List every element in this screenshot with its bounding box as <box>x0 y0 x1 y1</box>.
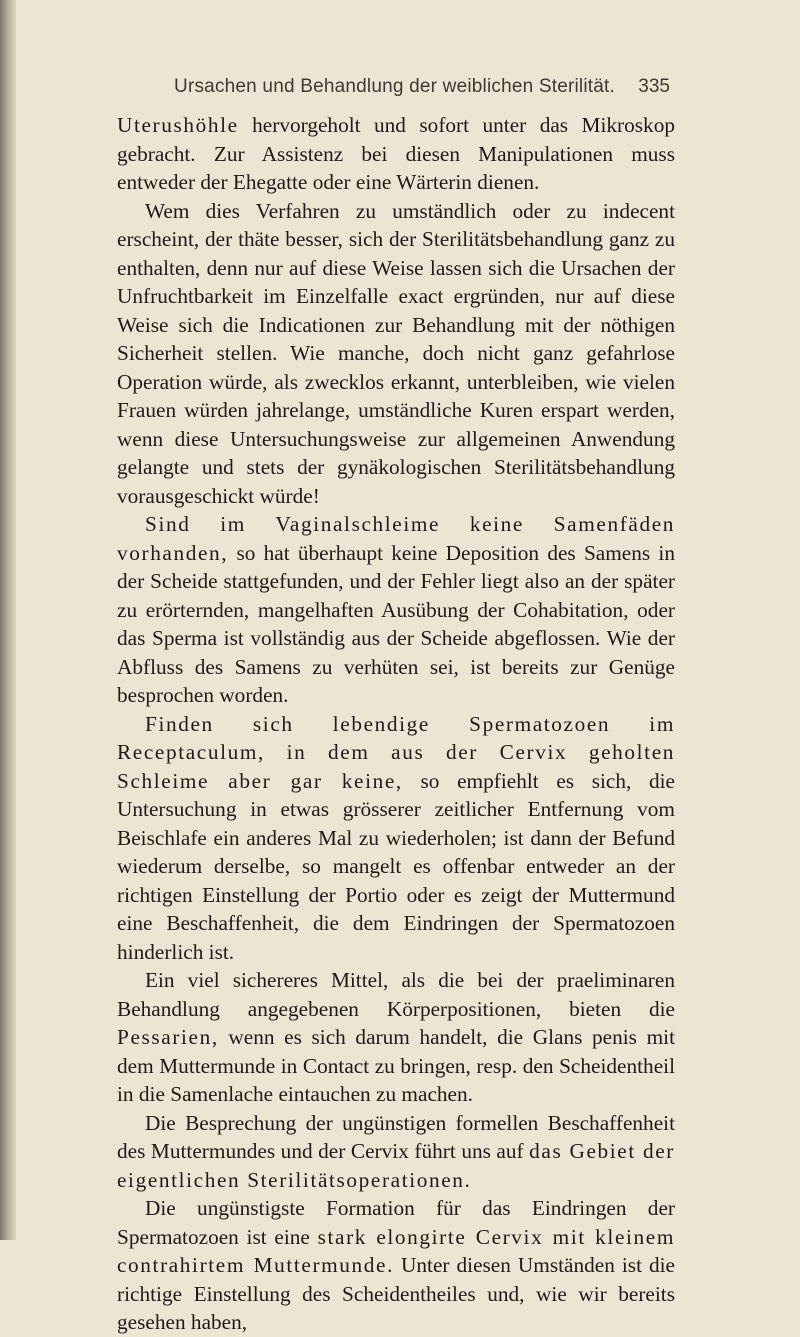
emphasized-text: Sind im Vaginalschleime keine Samenfäden vorhanden, <box>117 512 675 565</box>
paragraph <box>117 1109 675 1195</box>
emphasized-text: Finden sich lebendige Spermatozoen im Receptaculum, in dem aus der Cervix geholten Schleime aber gar keine, <box>117 711 675 793</box>
paragraph <box>117 710 675 967</box>
text-run: so empfiehlt es sich, die Untersuchung in etwas grösserer zeitlicher Entfernung vom Beischlafe ein anderes Mal zu wiederholen; ist dann der Befund wiederum derselbe, so mangelt es offenbar entweder an der richtigen Einstellung der Portio oder es zeigt der Muttermund eine Beschaffenheit, die dem Eindringen der Spermatozoen hinderlich ist. <box>117 768 675 964</box>
emphasized-text: stark elongirte Cervix mit kleinem contrahirtem Muttermunde. <box>117 1224 675 1277</box>
running-header-title: Ursachen und Behandlung der weiblichen Sterilität. <box>174 76 615 97</box>
emphasized-text: das Gebiet der eigentlichen Sterilitätsoperationen. <box>117 1139 675 1192</box>
text-run: Ein viel sichereres Mittel, als die bei der praeliminaren Behandlung angegebenen Körperpositionen, bieten die <box>117 968 675 1021</box>
paragraph <box>117 966 675 1109</box>
running-header <box>119 76 670 106</box>
text-run: Die ungünstigste Formation für das Eindringen der Spermatozoen ist eine <box>117 1196 675 1249</box>
page-number: 335 <box>638 76 670 97</box>
paragraph <box>117 1194 675 1337</box>
paragraph <box>117 111 675 197</box>
emphasized-text: Pessarien, <box>117 1025 219 1049</box>
text-run: Unter diesen Umständen ist die richtige Einstellung des Scheidentheiles und, wie wir bereits gesehen haben, <box>117 1253 675 1334</box>
text-run: Die Besprechung der ungünstigen formellen Beschaffenheit des Muttermundes und der Cervix führt uns auf <box>117 1110 675 1163</box>
text-run: Wem dies Verfahren zu umständlich oder zu indecent erscheint, der thäte besser, sich der Sterilitätsbehandlung ganz zu enthalten, denn nur auf diese Weise lassen sich die Ursachen der Unfruchtbarkeit im Einzelfalle exact ergründen, nur auf diese Weise sich die Indicationen zur Behandlung mit der nöthigen Sicherheit stellen. Wie manche, doch nicht ganz gefahrlose Operation würde, als zwecklos erkannt, unterbleiben, wie vielen Frauen würden jahrelange, umständliche Kuren erspart werden, wenn diese Untersuchungsweise zur allgemeinen Anwendung gelangte und stets der gynäkologischen Sterilitätsbehandlung vorausgeschickt würde! <box>117 198 675 508</box>
text-run: wenn es sich darum handelt, die Glans penis mit dem Muttermunde in Contact zu bringen, resp. den Scheidentheil in die Samenlache eintauchen zu machen. <box>117 1025 675 1106</box>
page-binding-edge <box>0 0 16 1240</box>
text-run: so hat überhaupt keine Deposition des Samens in der Scheide stattgefunden, und der Fehler liegt also an der später zu erörternden, mangelhaften Ausübung der Cohabitation, oder das Sperma ist vollständig aus der Scheide abgeflossen. Wie der Abfluss des Samens zu verhüten sei, ist bereits zur Genüge besprochen worden. <box>117 540 675 707</box>
text-run: hervorgeholt und sofort unter das Mikroskop gebracht. Zur Assistenz bei diesen Manipulationen muss entweder der Ehegatte oder eine Wärterin dienen. <box>117 113 675 194</box>
paragraph <box>117 197 675 511</box>
body-text <box>117 111 675 1337</box>
paragraph <box>117 510 675 710</box>
emphasized-text: Uterushöhle <box>117 113 239 137</box>
